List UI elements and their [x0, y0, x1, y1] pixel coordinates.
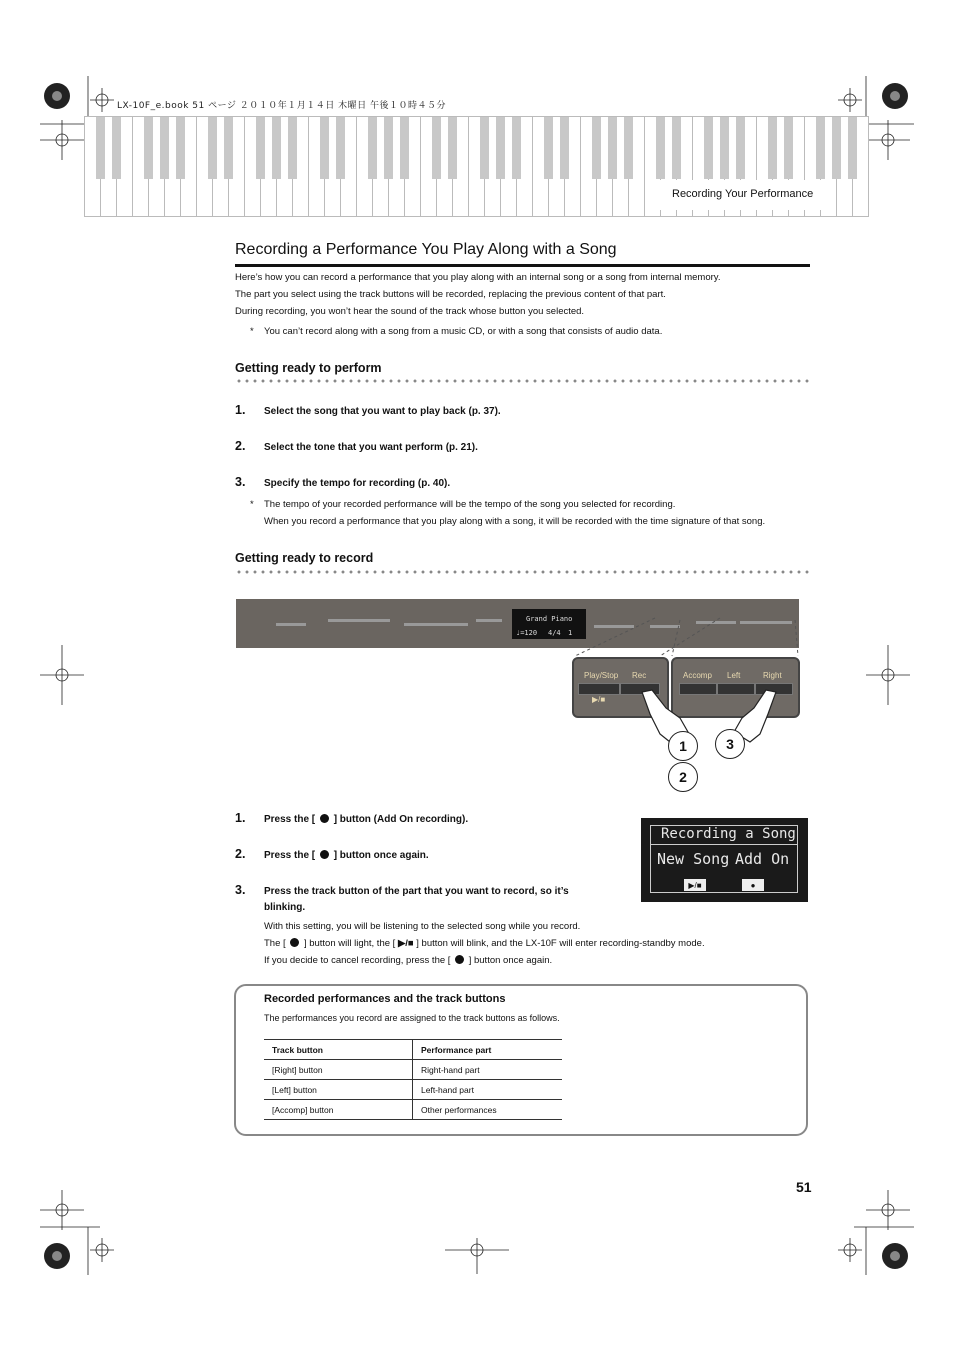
tempo-note: The tempo of your recorded performance will be the tempo of the song you selected for recording.: [264, 499, 676, 510]
detail-line: With this setting, you will be listening to the selected song while you record.: [264, 921, 581, 932]
note-star: *: [250, 499, 254, 510]
perform-heading: Getting ready to perform: [235, 361, 382, 375]
keyboard-black-key: [768, 117, 777, 179]
step-number: 2.: [235, 439, 246, 453]
keyboard-black-key: [144, 117, 153, 179]
step-text: Press the track button of the part that you want to record, so it’s: [264, 886, 569, 897]
intro-line: The part you select using the track buttons will be recorded, replacing the previous content of that part.: [235, 289, 666, 300]
rec-dot-icon: [290, 938, 299, 947]
lcd-title: Recording a Song: [661, 826, 796, 842]
keyboard-black-key: [624, 117, 633, 179]
keyboard-black-key: [544, 117, 553, 179]
print-header: LX-10F_e.book 51 ページ ２０１０年１月１４日 木曜日 午後１０時４５分: [117, 101, 447, 111]
crosshair-icon: [866, 120, 910, 160]
keyboard-key: [468, 116, 484, 217]
section-title: Recording a Performance You Play Along with a Song: [235, 241, 617, 258]
detail-line: The [ ] button will light, the [ ▶/■ ] button will blink, and the LX-10F will enter recording-standby mode.: [264, 938, 705, 949]
keyboard-black-key: [320, 117, 329, 179]
keyboard-black-key: [560, 117, 569, 179]
crosshair-icon: [866, 1190, 910, 1230]
keyboard-black-key: [656, 117, 665, 179]
step-number: 1.: [235, 811, 246, 825]
keyboard-black-key: [288, 117, 297, 179]
keyboard-black-key: [96, 117, 105, 179]
keyboard-black-key: [720, 117, 729, 179]
keyboard-key: [308, 116, 324, 217]
keyboard-black-key: [112, 117, 121, 179]
keyboard-key: [420, 116, 436, 217]
page-number: 51: [796, 1179, 812, 1195]
keyboard-black-key: [384, 117, 393, 179]
starburst-mark-icon: [882, 1243, 908, 1269]
keyboard-key: [196, 116, 212, 217]
step-number: 2.: [235, 847, 246, 861]
starburst-mark-icon: [44, 83, 70, 109]
keyboard-black-key: [256, 117, 265, 179]
step-text: Press the [ ] button (Add On recording).: [264, 814, 469, 825]
keyboard-black-key: [784, 117, 793, 179]
keyboard-key: [84, 116, 100, 217]
keyboard-black-key: [208, 117, 217, 179]
lcd-option-new-song: New Song: [657, 850, 730, 868]
keyboard-black-key: [432, 117, 441, 179]
title-rule: [235, 264, 810, 267]
tempo-note: When you record a performance that you play along with a song, it will be recorded with the time signature of that song.: [264, 516, 766, 527]
crosshair-icon: [838, 1238, 862, 1262]
keyboard-black-key: [832, 117, 841, 179]
rec-indicator-icon: ●: [742, 879, 764, 891]
play-stop-button[interactable]: [578, 683, 620, 695]
step-text: Select the song that you want to play back (p. 37).: [264, 406, 501, 417]
note-box-heading: Recorded performances and the track buttons: [264, 993, 506, 1005]
starburst-mark-icon: [44, 1243, 70, 1269]
track-button-table: [264, 1039, 562, 1120]
table-cell: Left-hand part: [413, 1080, 563, 1100]
play-stop-indicator-icon: ▶/■: [684, 879, 706, 891]
keyboard-black-key: [224, 117, 233, 179]
keyboard-black-key: [160, 117, 169, 179]
keyboard-black-key: [480, 117, 489, 179]
crosshair-icon: [838, 88, 862, 112]
table-row: [264, 1060, 562, 1080]
detail-line: If you decide to cancel recording, press the [ ] button once again.: [264, 955, 553, 966]
track-buttons-closeup: Accomp Left Right: [671, 657, 800, 718]
table-cell: [Right] button: [264, 1060, 413, 1080]
callout-3: 3: [715, 729, 745, 759]
keyboard-key: [132, 116, 148, 217]
step-text: Press the [ ] button once again.: [264, 850, 429, 861]
keyboard-black-key: [496, 117, 505, 179]
crosshair-icon: [90, 88, 114, 112]
crosshair-icon: [445, 1238, 509, 1274]
keyboard-black-key: [608, 117, 617, 179]
table-header-row: [264, 1040, 562, 1060]
step-text: Select the tone that you want perform (p. 21).: [264, 442, 478, 453]
keyboard-key: [644, 116, 660, 217]
panel-display: Grand Piano ♩=120 4/4 1: [512, 609, 586, 639]
keyboard-black-key: [704, 117, 713, 179]
intro-note: You can’t record along with a song from a music CD, or with a song that consists of audio data.: [264, 326, 663, 337]
table-row: [264, 1080, 562, 1100]
step-number: 3.: [235, 883, 246, 897]
keyboard-black-key: [336, 117, 345, 179]
step-text: Specify the tempo for recording (p. 40).: [264, 478, 451, 489]
keyboard-black-key: [272, 117, 281, 179]
crosshair-icon: [866, 645, 910, 705]
dotted-rule: [235, 379, 810, 383]
step-number: 3.: [235, 475, 246, 489]
keyboard-black-key: [672, 117, 681, 179]
crosshair-icon: [40, 645, 84, 705]
keyboard-black-key: [400, 117, 409, 179]
keyboard-key: [580, 116, 596, 217]
note-star: *: [250, 326, 254, 337]
play-stop-icon: ▶/■: [397, 938, 414, 949]
rec-dot-icon: [455, 955, 464, 964]
record-heading: Getting ready to record: [235, 551, 374, 565]
step-text: blinking.: [264, 902, 306, 913]
table-row: [264, 1100, 562, 1120]
keyboard-black-key: [176, 117, 185, 179]
keyboard-black-key: [816, 117, 825, 179]
lcd-screen: [641, 818, 808, 902]
crosshair-icon: [90, 1238, 114, 1262]
running-head: Recording Your Performance: [672, 188, 814, 200]
intro-line: Here’s how you can record a performance that you play along with an internal song or a song from internal memory.: [235, 272, 721, 283]
intro-line: During recording, you won’t hear the sound of the track whose button you selected.: [235, 306, 585, 317]
table-header: Track button: [264, 1040, 413, 1060]
table-cell: [Left] button: [264, 1080, 413, 1100]
keyboard-black-key: [448, 117, 457, 179]
table-cell: Other performances: [413, 1100, 563, 1120]
keyboard-key: [356, 116, 372, 217]
table-cell: [Accomp] button: [264, 1100, 413, 1120]
keyboard-black-key: [848, 117, 857, 179]
crosshair-icon: [40, 1190, 84, 1230]
keyboard-black-key: [736, 117, 745, 179]
dotted-rule: [235, 570, 810, 574]
callout-1: 1: [668, 731, 698, 761]
transport-buttons-closeup: Play/Stop Rec ▶/■: [572, 657, 669, 718]
keyboard-black-key: [512, 117, 521, 179]
starburst-mark-icon: [882, 83, 908, 109]
keyboard-key: [244, 116, 260, 217]
keyboard-black-key: [592, 117, 601, 179]
crosshair-icon: [40, 120, 84, 160]
table-cell: Right-hand part: [413, 1060, 563, 1080]
rec-dot-icon: [320, 850, 329, 859]
step-number: 1.: [235, 403, 246, 417]
pressing-hands-illustration: [630, 684, 790, 744]
keyboard-black-key: [368, 117, 377, 179]
keyboard-key: [532, 116, 548, 217]
note-box-text: The performances you record are assigned to the track buttons as follows.: [264, 1013, 560, 1023]
rec-dot-icon: [320, 814, 329, 823]
callout-2: 2: [668, 762, 698, 792]
lcd-option-add-on: Add On: [735, 850, 790, 868]
table-header: Performance part: [413, 1040, 563, 1060]
